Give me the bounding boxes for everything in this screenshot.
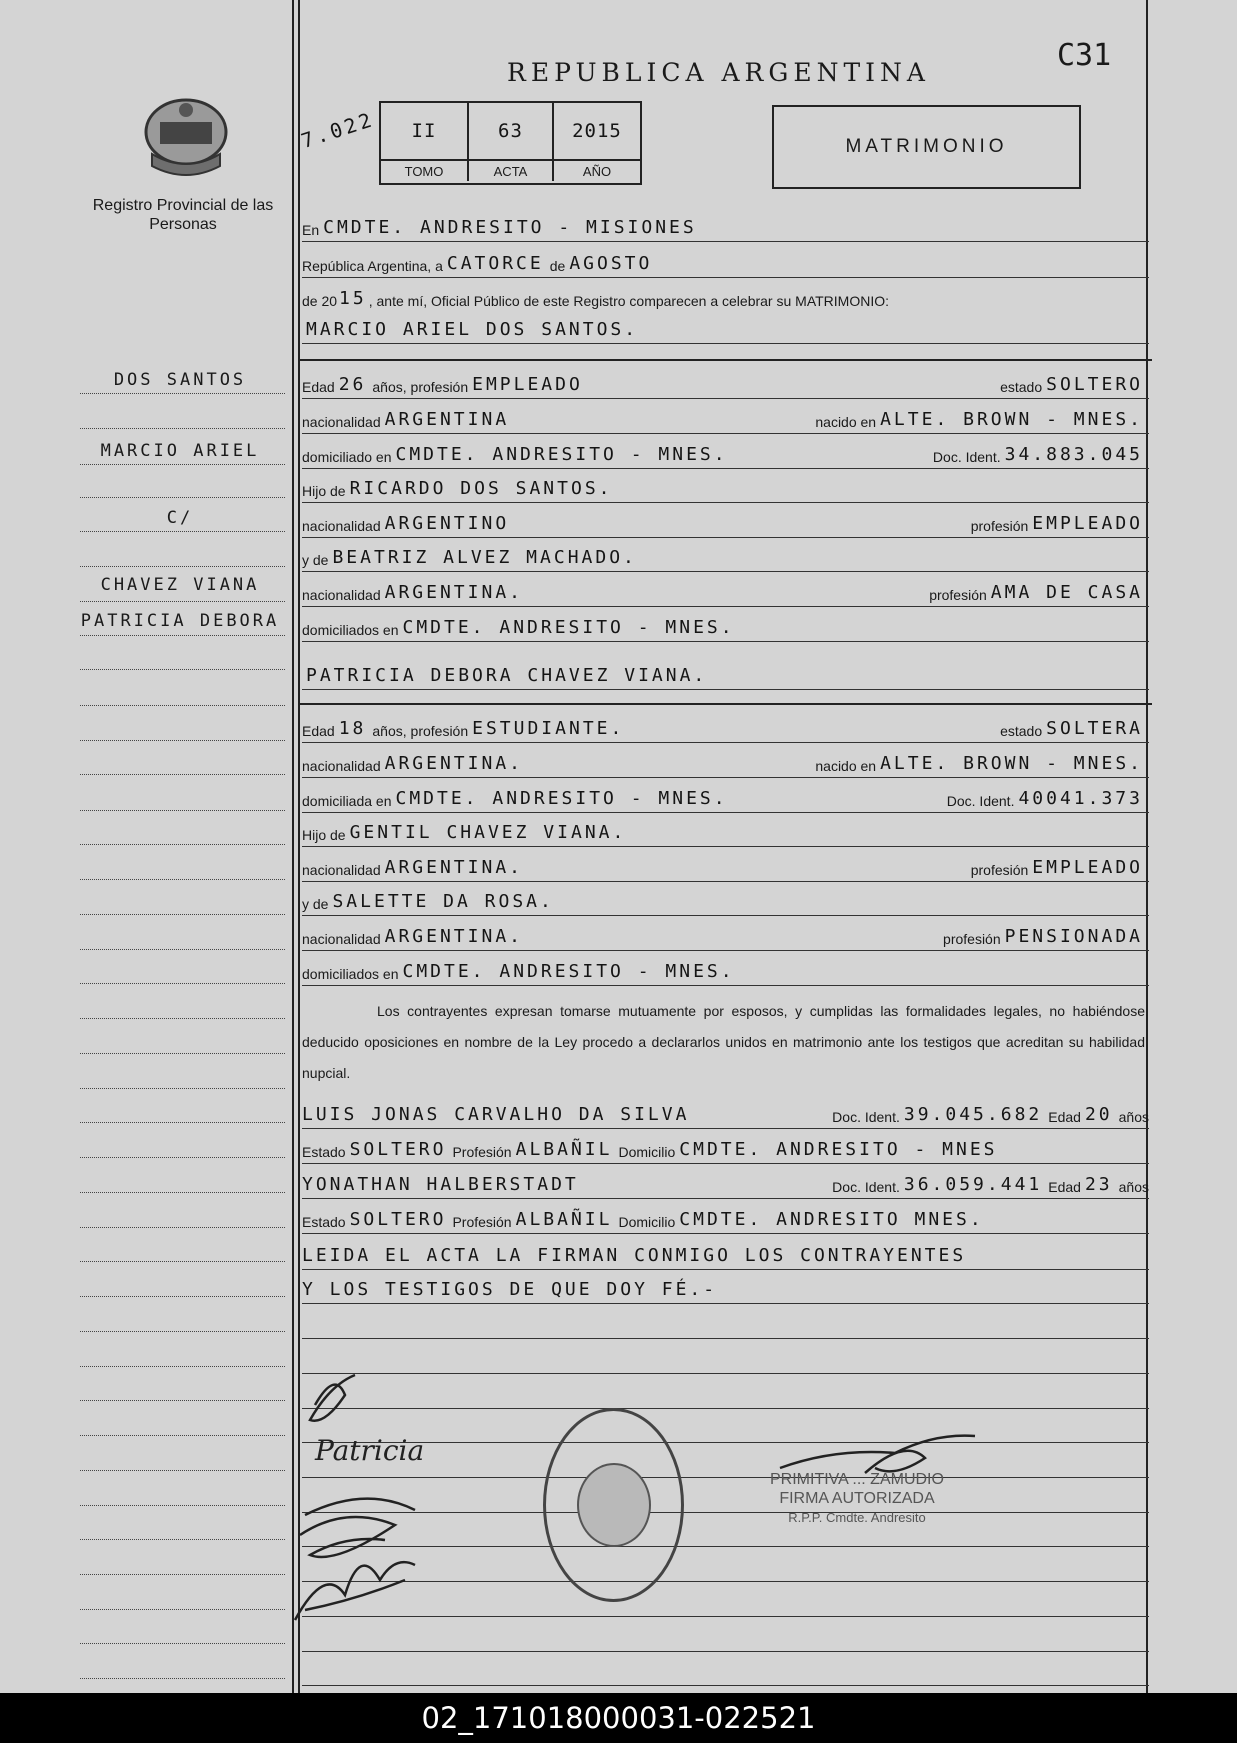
document-serial-number: 02_171018000031-022521 (0, 1693, 1237, 1743)
nacionalidad-label: nacionalidad (302, 414, 381, 430)
bride-parents-address: CMDTE. ANDRESITO - MNES. (402, 961, 735, 982)
groom-name-line (302, 312, 1149, 344)
en-label: En (302, 222, 320, 238)
bride-signature: Patricia (315, 1434, 425, 1467)
groom-mother-nat-line (302, 575, 1149, 607)
witness-2-details-line (302, 1202, 1149, 1234)
bride-mother: SALETTE DA ROSA. (332, 891, 554, 912)
witness-doc-label: Doc. Ident. (832, 1179, 900, 1195)
margin-bride-surname: CHAVEZ VIANA (100, 575, 260, 595)
hijo-de-label: Hijo de (302, 483, 346, 499)
witness-1-age: 20 (1084, 1104, 1113, 1125)
bride-separator (300, 703, 1152, 705)
republica-label: República Argentina, a (302, 258, 443, 274)
father-profession-label: profesión (970, 862, 1029, 878)
anos-profesion-label: años, profesión (372, 723, 469, 739)
official-name: PRIMITIVA ... ZAMUDIO (770, 1471, 944, 1488)
year-prefix: de 20 (302, 293, 338, 309)
witness-2-profession: ALBAÑIL (515, 1209, 613, 1230)
bride-age: 18 (338, 718, 367, 739)
bride-mother-line (302, 884, 1149, 916)
bride-parents-address-line (302, 954, 1149, 986)
margin-groom-surname: DOS SANTOS (113, 370, 247, 390)
groom-father-line (302, 471, 1149, 503)
witness-anos-label: años (1118, 1179, 1149, 1195)
witness-profesion-label: Profesión (452, 1144, 512, 1160)
father-nationality-label: nacionalidad (302, 862, 381, 878)
witness-1-profession: ALBAÑIL (515, 1139, 613, 1160)
witness-domicilio-label: Domicilio (618, 1144, 676, 1160)
witness-domicilio-label: Domicilio (618, 1214, 676, 1230)
mother-profession-label: profesión (929, 587, 987, 603)
y-de-label: y de (302, 896, 329, 912)
groom-age-line (302, 367, 1149, 399)
sheet-number: C31 (1057, 38, 1112, 73)
groom-nationality: ARGENTINA (384, 409, 510, 430)
witness-2-status: SOLTERO (349, 1209, 447, 1230)
y-de-label: y de (302, 552, 329, 568)
bride-nationality-line (302, 746, 1149, 778)
witness-profesion-label: Profesión (452, 1214, 512, 1230)
bride-full-name: PATRICIA DEBORA CHAVEZ VIANA. (306, 665, 708, 686)
witness-estado-label: Estado (302, 1214, 346, 1230)
groom-father-profession: EMPLEADO (1032, 513, 1143, 534)
father-nationality-label: nacionalidad (302, 518, 381, 534)
provincial-crest-icon (138, 92, 234, 182)
de-label: de (549, 258, 566, 274)
groom-nationality-line (302, 402, 1149, 434)
declaration-text: Los contrayentes expresan tomarse mutuamente por esposos, y cumplidas las formalidades legales, no habiéndose deducido oposiciones en nombre de la Ley procedo a declararlos unidos en matrimonio ante los testigos que acreditan su habilidad nupcial. (302, 1003, 1145, 1081)
edad-label: Edad (302, 379, 335, 395)
bride-address: CMDTE. ANDRESITO - MNES. (395, 788, 728, 809)
witness-edad-label: Edad (1048, 1109, 1081, 1125)
witness-anos-label: años (1118, 1109, 1149, 1125)
bride-father-profession: EMPLEADO (1032, 857, 1143, 878)
mother-nationality-label: nacionalidad (302, 931, 381, 947)
witness-2-address: CMDTE. ANDRESITO MNES. (679, 1209, 984, 1230)
nacionalidad-label: nacionalidad (302, 758, 381, 774)
groom-address: CMDTE. ANDRESITO - MNES. (395, 444, 728, 465)
bride-nationality: ARGENTINA. (384, 753, 523, 774)
father-profession-label: profesión (970, 518, 1029, 534)
bride-name-line (302, 658, 1149, 690)
tomo-value: II (381, 103, 469, 159)
groom-mother-profession: AMA DE CASA (990, 582, 1143, 603)
estado-label: estado (1000, 379, 1043, 395)
witness-1-name: LUIS JONAS CARVALHO DA SILVA (302, 1104, 690, 1125)
closing-line-2 (302, 1272, 1149, 1304)
witness-2-doc: 36.059.441 (903, 1174, 1043, 1195)
document-type-box: MATRIMONIO (772, 105, 1081, 189)
witness-1-doc: 39.045.682 (903, 1104, 1043, 1125)
groom-parents-address: CMDTE. ANDRESITO - MNES. (402, 617, 735, 638)
nacido-label: nacido en (815, 414, 877, 430)
bride-address-line (302, 781, 1149, 813)
witness-estado-label: Estado (302, 1144, 346, 1160)
margin-connector: C/ (166, 508, 194, 528)
groom-full-name: MARCIO ARIEL DOS SANTOS. (306, 319, 639, 340)
bride-father: GENTIL CHAVEZ VIANA. (349, 822, 627, 843)
bride-mother-nat-line (302, 919, 1149, 951)
country-title: REPUBLICA ARGENTINA (507, 58, 930, 87)
groom-profession: EMPLEADO (472, 374, 583, 395)
bride-profession: ESTUDIANTE. (472, 718, 625, 739)
marriage-year: 15 (339, 288, 367, 309)
bride-father-line (302, 815, 1149, 847)
witness-2-line (302, 1167, 1149, 1199)
domiciliados-label: domiciliados en (302, 966, 399, 982)
doc-label: Doc. Ident. (932, 449, 1001, 465)
bride-doc: 40041.373 (1018, 788, 1143, 809)
bride-civil-status: SOLTERA (1046, 718, 1143, 739)
witness-1-address: CMDTE. ANDRESITO - MNES (679, 1139, 998, 1160)
anos-profesion-label: años, profesión (372, 379, 469, 395)
witness-2-name: YONATHAN HALBERSTADT (302, 1174, 579, 1195)
closing-text-1: LEIDA EL ACTA LA FIRMAN CONMIGO LOS CONTRAYENTES (302, 1245, 967, 1266)
bride-father-nationality: ARGENTINA. (384, 857, 523, 878)
witness-doc-label: Doc. Ident. (832, 1109, 900, 1125)
bride-mother-profession: PENSIONADA (1004, 926, 1143, 947)
mother-nationality-label: nacionalidad (302, 587, 381, 603)
bride-birthplace: ALTE. BROWN - MNES. (880, 753, 1143, 774)
domiciliado-label: domiciliado en (302, 449, 392, 465)
witness-1-details-line (302, 1132, 1149, 1164)
margin-note: 7.022 (298, 106, 378, 154)
seal-emblem-icon (577, 1463, 651, 1547)
edad-label: Edad (302, 723, 335, 739)
registry-box (379, 101, 642, 185)
groom-mother-line (302, 540, 1149, 572)
groom-address-line (302, 437, 1149, 469)
witness-2-age: 23 (1084, 1174, 1113, 1195)
doc-label: Doc. Ident. (946, 793, 1015, 809)
margin-groom-given: MARCIO ARIEL (100, 441, 260, 461)
intro-place-line (302, 210, 1149, 242)
groom-father-nat-line (302, 506, 1149, 538)
witness-1-status: SOLTERO (349, 1139, 447, 1160)
bride-father-nat-line (302, 850, 1149, 882)
domiciliada-label: domiciliada en (302, 793, 392, 809)
intro-year-line (302, 280, 1149, 312)
mother-profession-label: profesión (943, 931, 1001, 947)
official-seal-stamp (543, 1408, 684, 1602)
groom-separator (300, 359, 1152, 361)
authorized-signature-block (770, 1470, 944, 1527)
marriage-place: CMDTE. ANDRESITO - MISIONES (323, 217, 697, 238)
closing-text-2: Y LOS TESTIGOS DE QUE DOY FÉ.- (302, 1279, 718, 1300)
witness-edad-label: Edad (1048, 1179, 1081, 1195)
groom-father-nationality: ARGENTINO (384, 513, 510, 534)
margin-bride-given: PATRICIA DEBORA (80, 611, 280, 631)
tomo-label: TOMO (381, 159, 469, 181)
groom-doc: 34.883.045 (1004, 444, 1143, 465)
witness-1-line (302, 1097, 1149, 1129)
appearance-text: , ante mí, Oficial Público de este Registro comparecen a celebrar su MATRIMONIO: (368, 293, 890, 309)
bride-mother-nationality: ARGENTINA. (384, 926, 523, 947)
nacido-label: nacido en (815, 758, 877, 774)
groom-birthplace: ALTE. BROWN - MNES. (880, 409, 1143, 430)
hijo-de-label: Hijo de (302, 827, 346, 843)
anio-value: 2015 (572, 120, 622, 142)
acta-label: ACTA (469, 159, 554, 181)
groom-civil-status: SOLTERO (1046, 374, 1143, 395)
groom-mother-nationality: ARGENTINA. (384, 582, 523, 603)
official-office: R.P.P. Cmdte. Andresito (788, 1510, 926, 1525)
groom-father: RICARDO DOS SANTOS. (349, 478, 613, 499)
signature-scribbles (285, 1365, 475, 1635)
groom-age: 26 (338, 374, 367, 395)
groom-parents-address-line (302, 610, 1149, 642)
acta-value: 63 (469, 103, 554, 159)
intro-date-line (302, 246, 1149, 278)
anio-label: AÑO (554, 159, 640, 181)
official-role: FIRMA AUTORIZADA (779, 1490, 935, 1507)
marriage-day: CATORCE (446, 253, 544, 274)
domiciliados-label: domiciliados en (302, 622, 399, 638)
bride-age-line (302, 711, 1149, 743)
estado-label: estado (1000, 723, 1043, 739)
groom-mother: BEATRIZ ALVEZ MACHADO. (332, 547, 637, 568)
marriage-month: AGOSTO (569, 253, 653, 274)
organization-name: Registro Provincial de las Personas (92, 197, 274, 233)
closing-line-1 (302, 1238, 1149, 1270)
